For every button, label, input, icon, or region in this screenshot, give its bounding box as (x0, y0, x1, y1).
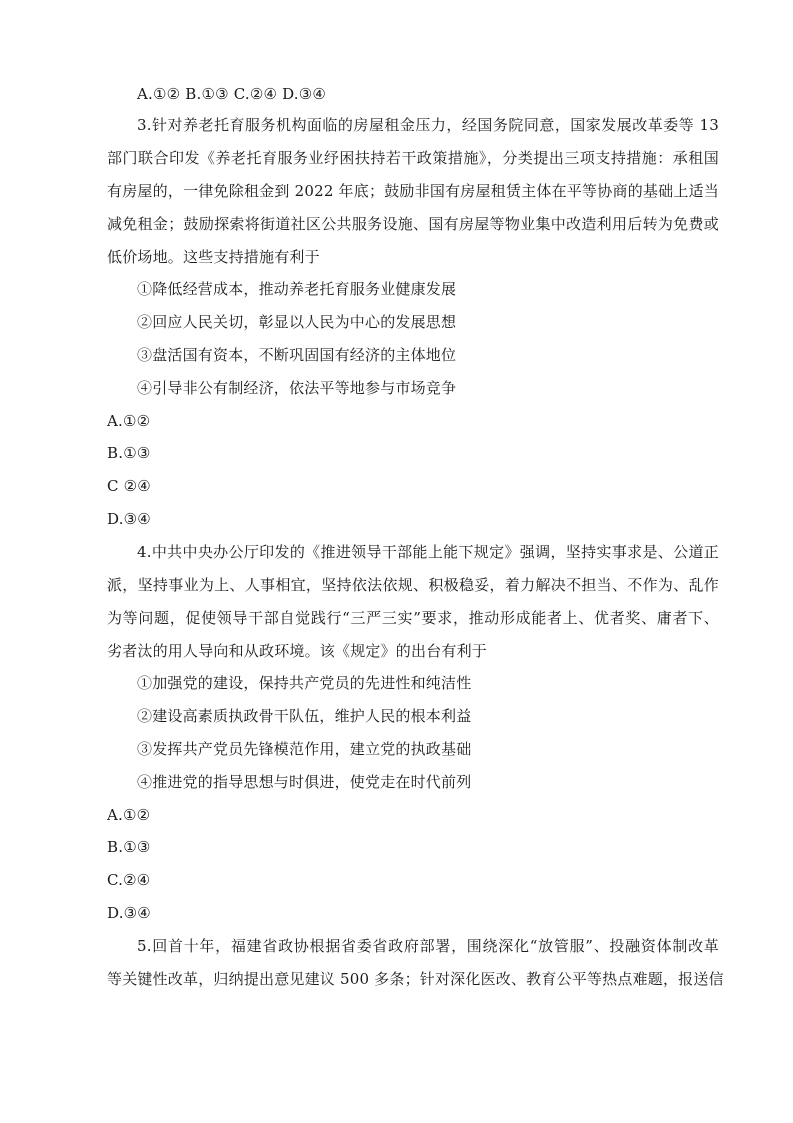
q4-item-4: ④推进党的指导思想与时俱进，使党走在时代前列 (137, 773, 472, 791)
previous-question-options: A.①② B.①③ C.②④ D.③④ (137, 85, 327, 103)
q4-option-d: D.③④ (107, 904, 151, 922)
q3-item-4: ④引导非公有制经济，依法平等地参与市场竞争 (137, 379, 457, 397)
q4-stem-line-3: 为等问题，促使领导干部自觉践行“三严三实”要求，推动形成能者上、优者奖、庸者下、 (107, 609, 719, 627)
q3-item-3: ③盘活国有资本，不断巩固国有经济的主体地位 (137, 346, 457, 364)
q4-stem-line-2: 派，坚持事业为上、人事相宜，坚持依法依规、积极稳妥，着力解决不担当、不作为、乱作 (107, 576, 719, 594)
q4-item-1: ①加强党的建设，保持共产党员的先进性和纯洁性 (137, 674, 472, 692)
q4-stem-line-4: 劣者汰的用人导向和从政环境。该《规定》的出台有利于 (107, 642, 488, 660)
q3-stem-line-5: 低价场地。这些支持措施有利于 (107, 248, 320, 266)
q5-stem-line-1: 5.回首十年，福建省政协根据省委省政府部署，围绕深化“放管服”、投融资体制改革 (137, 937, 719, 955)
q4-option-c: C.②④ (107, 871, 151, 889)
q4-item-2: ②建设高素质执政骨干队伍，维护人民的根本利益 (137, 707, 472, 725)
q3-item-1: ①降低经营成本，推动养老托育服务业健康发展 (137, 280, 457, 298)
q3-option-a: A.①② (107, 412, 151, 430)
q3-stem-line-2: 部门联合印发《养老托育服务业纾困扶持若干政策措施》，分类提出三项支持措施：承租国 (107, 149, 719, 167)
q3-option-c: C ②④ (107, 477, 151, 495)
q3-stem-line-1: 3.针对养老托育服务机构面临的房屋租金压力，经国务院同意，国家发展改革委等 13 (137, 116, 719, 134)
q3-stem-line-3: 有房屋的，一律免除租金到 2022 年底；鼓励非国有房屋租赁主体在平等协商的基础上适当 (107, 182, 719, 200)
q3-stem-line-4: 减免租金；鼓励探索将街道社区公共服务设施、国有房屋等物业集中改造利用后转为免费或 (107, 215, 719, 233)
q4-option-b: B.①③ (107, 838, 151, 856)
q4-option-a: A.①② (107, 806, 151, 824)
q3-option-b: B.①③ (107, 444, 151, 462)
q4-stem-line-1: 4.中共中央办公厅印发的《推进领导干部能上能下规定》强调，坚持实事求是、公道正 (137, 543, 719, 561)
q3-option-d: D.③④ (107, 510, 151, 528)
q3-item-2: ②回应人民关切，彰显以人民为中心的发展思想 (137, 313, 457, 331)
q5-stem-line-2: 等关键性改革，归纳提出意见建议 500 多条；针对深化医改、教育公平等热点难题，报送信 (107, 970, 724, 988)
q4-item-3: ③发挥共产党员先锋模范作用，建立党的执政基础 (137, 740, 472, 758)
